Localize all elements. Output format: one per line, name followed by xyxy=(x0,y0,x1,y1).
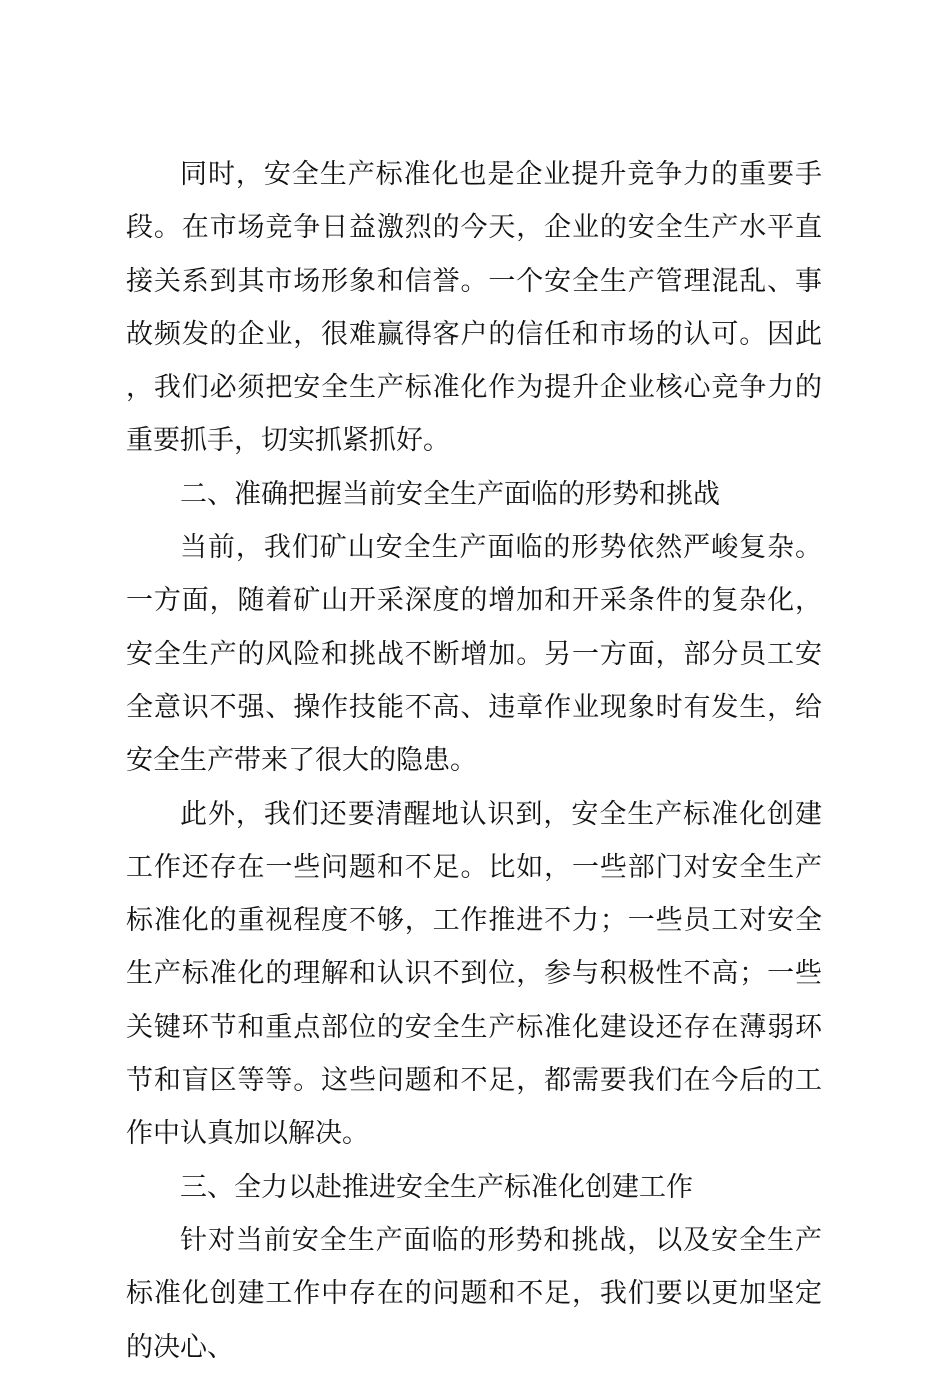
paragraph-measures: 针对当前安全生产面临的形势和挑战，以及安全生产标准化创建工作中存在的问题和不足，我们要以更加坚定的决心、 xyxy=(126,1224,822,1363)
paragraph-current-situation: 当前，我们矿山安全生产面临的形势依然严峻复杂。一方面，随着矿山开采深度的增加和开采条件的复杂化，安全生产的风险和挑战不断增加。另一方面，部分员工安全意识不强、操作技能不高、违章作业现象时有发生，给安全生产带来了很大的隐患。 xyxy=(126,532,822,777)
paragraph-competitiveness: 同时，安全生产标准化也是企业提升竞争力的重要手段。在市场竞争日益激烈的今天，企业的安全生产水平直接关系到其市场形象和信誉。一个安全生产管理混乱、事故频发的企业，很难赢得客户的信任和市场的认可。因此，我们必须把安全生产标准化作为提升企业核心竞争力的重要抓手，切实抓紧抓好。 xyxy=(126,159,822,457)
section-heading-2: 二、准确把握当前安全生产面临的形势和挑战 xyxy=(180,478,720,510)
document-page xyxy=(126,148,822,1374)
section-heading-3: 三、全力以赴推进安全生产标准化创建工作 xyxy=(180,1171,693,1203)
paragraph-problems: 此外，我们还要清醒地认识到，安全生产标准化创建工作还存在一些问题和不足。比如，一些部门对安全生产标准化的重视程度不够，工作推进不力；一些员工对安全生产标准化的理解和认识不到位，参与积极性不高；一些关键环节和重点部位的安全生产标准化建设还存在薄弱环节和盲区等等。这些问题和不足，都需要我们在今后的工作中认真加以解决。 xyxy=(126,798,822,1150)
